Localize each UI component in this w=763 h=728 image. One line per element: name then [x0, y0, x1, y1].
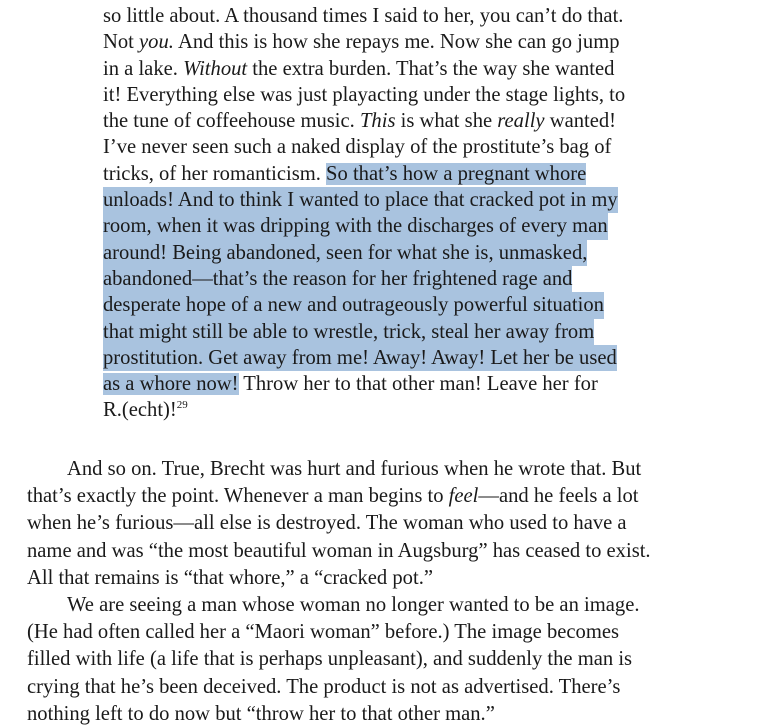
quote-text: it! Everything else was just playacting under the stage lights, to [103, 83, 626, 106]
body-text: when he’s furious—all else is destroyed. The woman who used to have a [27, 512, 627, 535]
highlighted-text[interactable]: as a whore now! [103, 373, 239, 396]
quote-line [103, 108, 723, 134]
quote-line [103, 82, 723, 108]
quote-line-highlighted [103, 319, 723, 345]
block-quote [103, 3, 723, 424]
quote-line [103, 134, 723, 160]
quote-text: R.(echt)! [103, 399, 177, 422]
quote-text: so little about. A thousand times I said to her, you can’t do that. [103, 5, 624, 27]
paragraph-line [27, 538, 719, 565]
body-text: (He had often called her a “Maori woman” before.) The image becomes [27, 621, 619, 644]
quote-text: is what she [395, 110, 498, 133]
quote-line [103, 371, 723, 397]
quote-emphasis: really [497, 110, 545, 133]
paragraph-line [27, 456, 719, 483]
quote-text: Not [103, 31, 140, 54]
body-text: We are seeing a man whose woman no longer wanted to be an image. [67, 593, 640, 616]
quote-text: Throw her to that other man! Leave her for [238, 373, 598, 396]
quote-line-highlighted [103, 266, 723, 292]
quote-line [103, 397, 723, 423]
highlighted-text[interactable]: unloads! And to think I wanted to place that cracked pot in my [103, 187, 618, 213]
highlighted-text[interactable]: room, when it was dripping with the discharges of every man [103, 213, 608, 239]
footnote-reference[interactable]: 29 [176, 399, 188, 412]
quote-line [103, 3, 723, 29]
highlighted-text[interactable]: prostitution. Get away from me! Away! Away! Let her be used [103, 345, 617, 371]
quote-line-highlighted [103, 213, 723, 239]
quote-text: And this is how she repays me. Now she can go jump [173, 31, 620, 54]
paragraph-line [27, 674, 719, 701]
body-text: nothing left to do now but “throw her to that other man.” [27, 702, 495, 725]
highlighted-text[interactable]: abandoned—that’s the reason for her frightened rage and [103, 266, 572, 292]
highlighted-text[interactable]: that might still be able to wrestle, trick, steal her away from [103, 319, 594, 345]
paragraph-line [27, 646, 719, 673]
body-text: And so on. True, Brecht was hurt and furious when he wrote that. But [67, 458, 642, 480]
highlighted-text[interactable]: around! Being abandoned, seen for what she is, unmasked, [103, 240, 587, 266]
quote-line-highlighted [103, 240, 723, 266]
quote-line-highlighted [103, 345, 723, 371]
body-paragraphs [27, 456, 719, 728]
highlighted-text[interactable]: desperate hope of a new and outrageously powerful situation [103, 292, 604, 318]
quote-line-highlighted [103, 292, 723, 318]
body-text: that’s exactly the point. Whenever a man begins to [27, 485, 449, 508]
paragraph-line [27, 510, 719, 537]
quote-emphasis: This [359, 110, 396, 133]
quote-text: in a lake. [103, 57, 184, 80]
quote-line [103, 161, 723, 187]
quote-text: the tune of coffeehouse music. [103, 110, 360, 133]
paragraph-line [27, 619, 719, 646]
quote-line [103, 29, 723, 55]
quote-text: wanted! [544, 110, 617, 133]
quote-text: I’ve never seen such a naked display of the prostitute’s bag of [103, 136, 612, 159]
body-emphasis: feel [448, 485, 479, 508]
quote-line-highlighted [103, 187, 723, 213]
quote-line [103, 56, 723, 82]
quote-emphasis: you. [139, 31, 174, 54]
quote-text: the extra burden. That’s the way she wanted [247, 57, 615, 80]
quote-emphasis: Without [183, 57, 248, 80]
body-text: filled with life (a life that is perhaps unpleasant), and suddenly the man is [27, 648, 633, 671]
body-text: —and he feels a lot [478, 485, 639, 508]
body-text: All that remains is “that whore,” a “cracked pot.” [27, 566, 433, 589]
body-text: name and was “the most beautiful woman in Augsburg” has ceased to exist. [27, 539, 651, 562]
paragraph-line [27, 565, 719, 592]
quote-text: tricks, of her romanticism. [103, 162, 327, 185]
highlighted-text[interactable]: So that’s how a pregnant whore [326, 162, 587, 185]
body-text: crying that he’s been deceived. The product is not as advertised. There’s [27, 675, 621, 698]
paragraph-line [27, 483, 719, 510]
paragraph-line [27, 592, 719, 619]
